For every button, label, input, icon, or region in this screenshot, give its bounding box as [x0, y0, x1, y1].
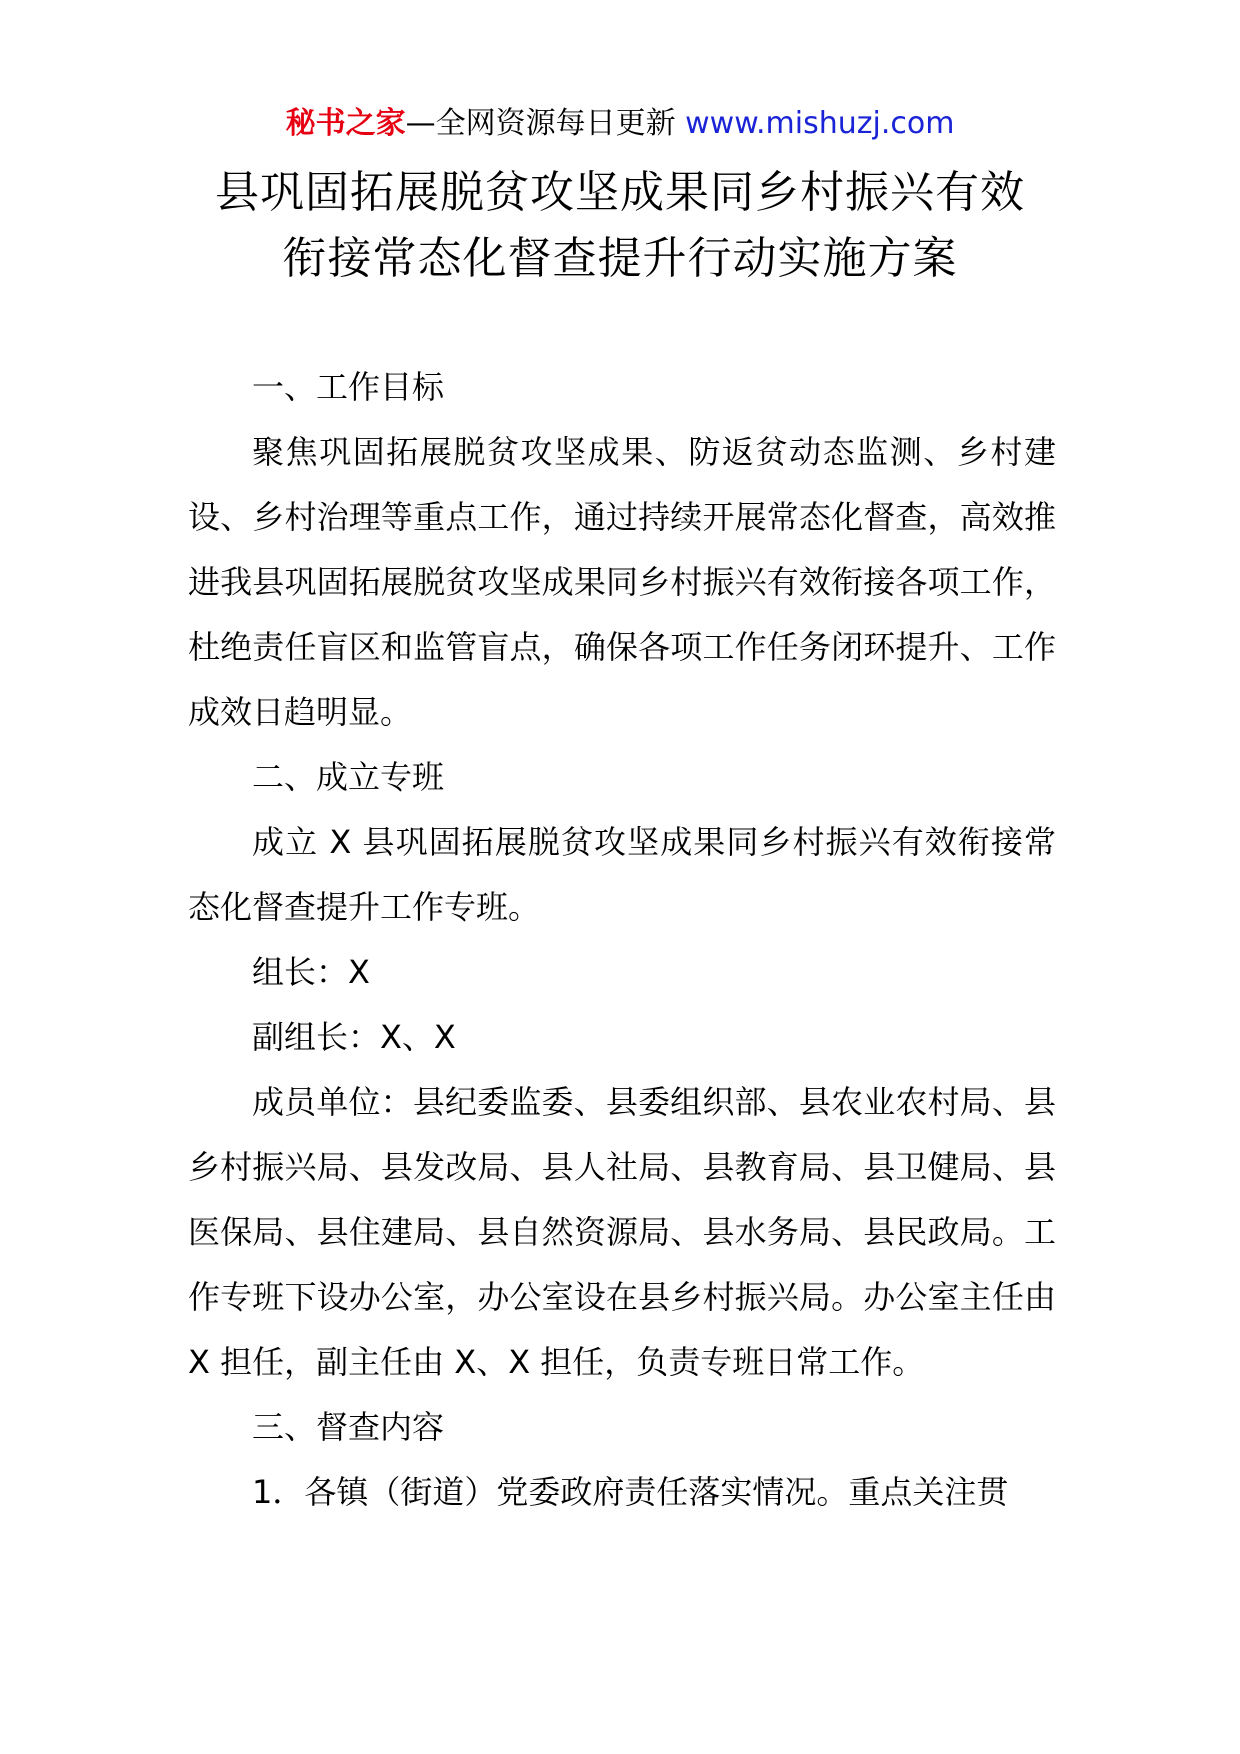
- section-heading-content: 三、督查内容: [252, 1408, 445, 1446]
- document-title: [0, 160, 1240, 292]
- header-tagline: —全网资源每日更新: [405, 106, 676, 141]
- paragraph-leader: 组长：X: [252, 953, 370, 991]
- site-url-link[interactable]: www.mishuzj.com: [685, 106, 955, 141]
- paragraph-members: 成员单位：县纪委监委、县委组织部、县农业农村局、县乡村振兴局、县发改局、县人社局、县教育局、县卫健局、县医保局、县住建局、县自然资源局、县水务局、县民政局。工作专班下设办公室，办公室设在县乡村振兴局。办公室主任由 X 担任，副主任由 X、X 担任，负责专班日常工作。: [188, 1083, 1056, 1381]
- title-line-2: 衔接常态化督查提升行动实施方案: [282, 233, 958, 284]
- section-heading-goals: 一、工作目标: [252, 368, 445, 406]
- section-heading-team: 二、成立专班: [252, 758, 445, 796]
- paragraph-deputy-leader: 副组长：X、X: [252, 1018, 456, 1056]
- title-line-1: 县巩固拓展脱贫攻坚成果同乡村振兴有效: [215, 167, 1025, 218]
- paragraph-item-1: 1．各镇（街道）党委政府责任落实情况。重点关注贯: [252, 1473, 1009, 1511]
- site-header: [0, 102, 1240, 146]
- brand-name: 秘书之家: [285, 106, 406, 141]
- document-body: [188, 355, 1056, 1525]
- paragraph-goals: 聚焦巩固拓展脱贫攻坚成果、防返贫动态监测、乡村建设、乡村治理等重点工作，通过持续开展常态化督查，高效推进我县巩固拓展脱贫攻坚成果同乡村振兴有效衔接各项工作，杜绝责任盲区和监管盲点，确保各项工作任务闭环提升、工作成效日趋明显。: [188, 433, 1056, 731]
- paragraph-team: 成立 X 县巩固拓展脱贫攻坚成果同乡村振兴有效衔接常态化督查提升工作专班。: [188, 823, 1056, 926]
